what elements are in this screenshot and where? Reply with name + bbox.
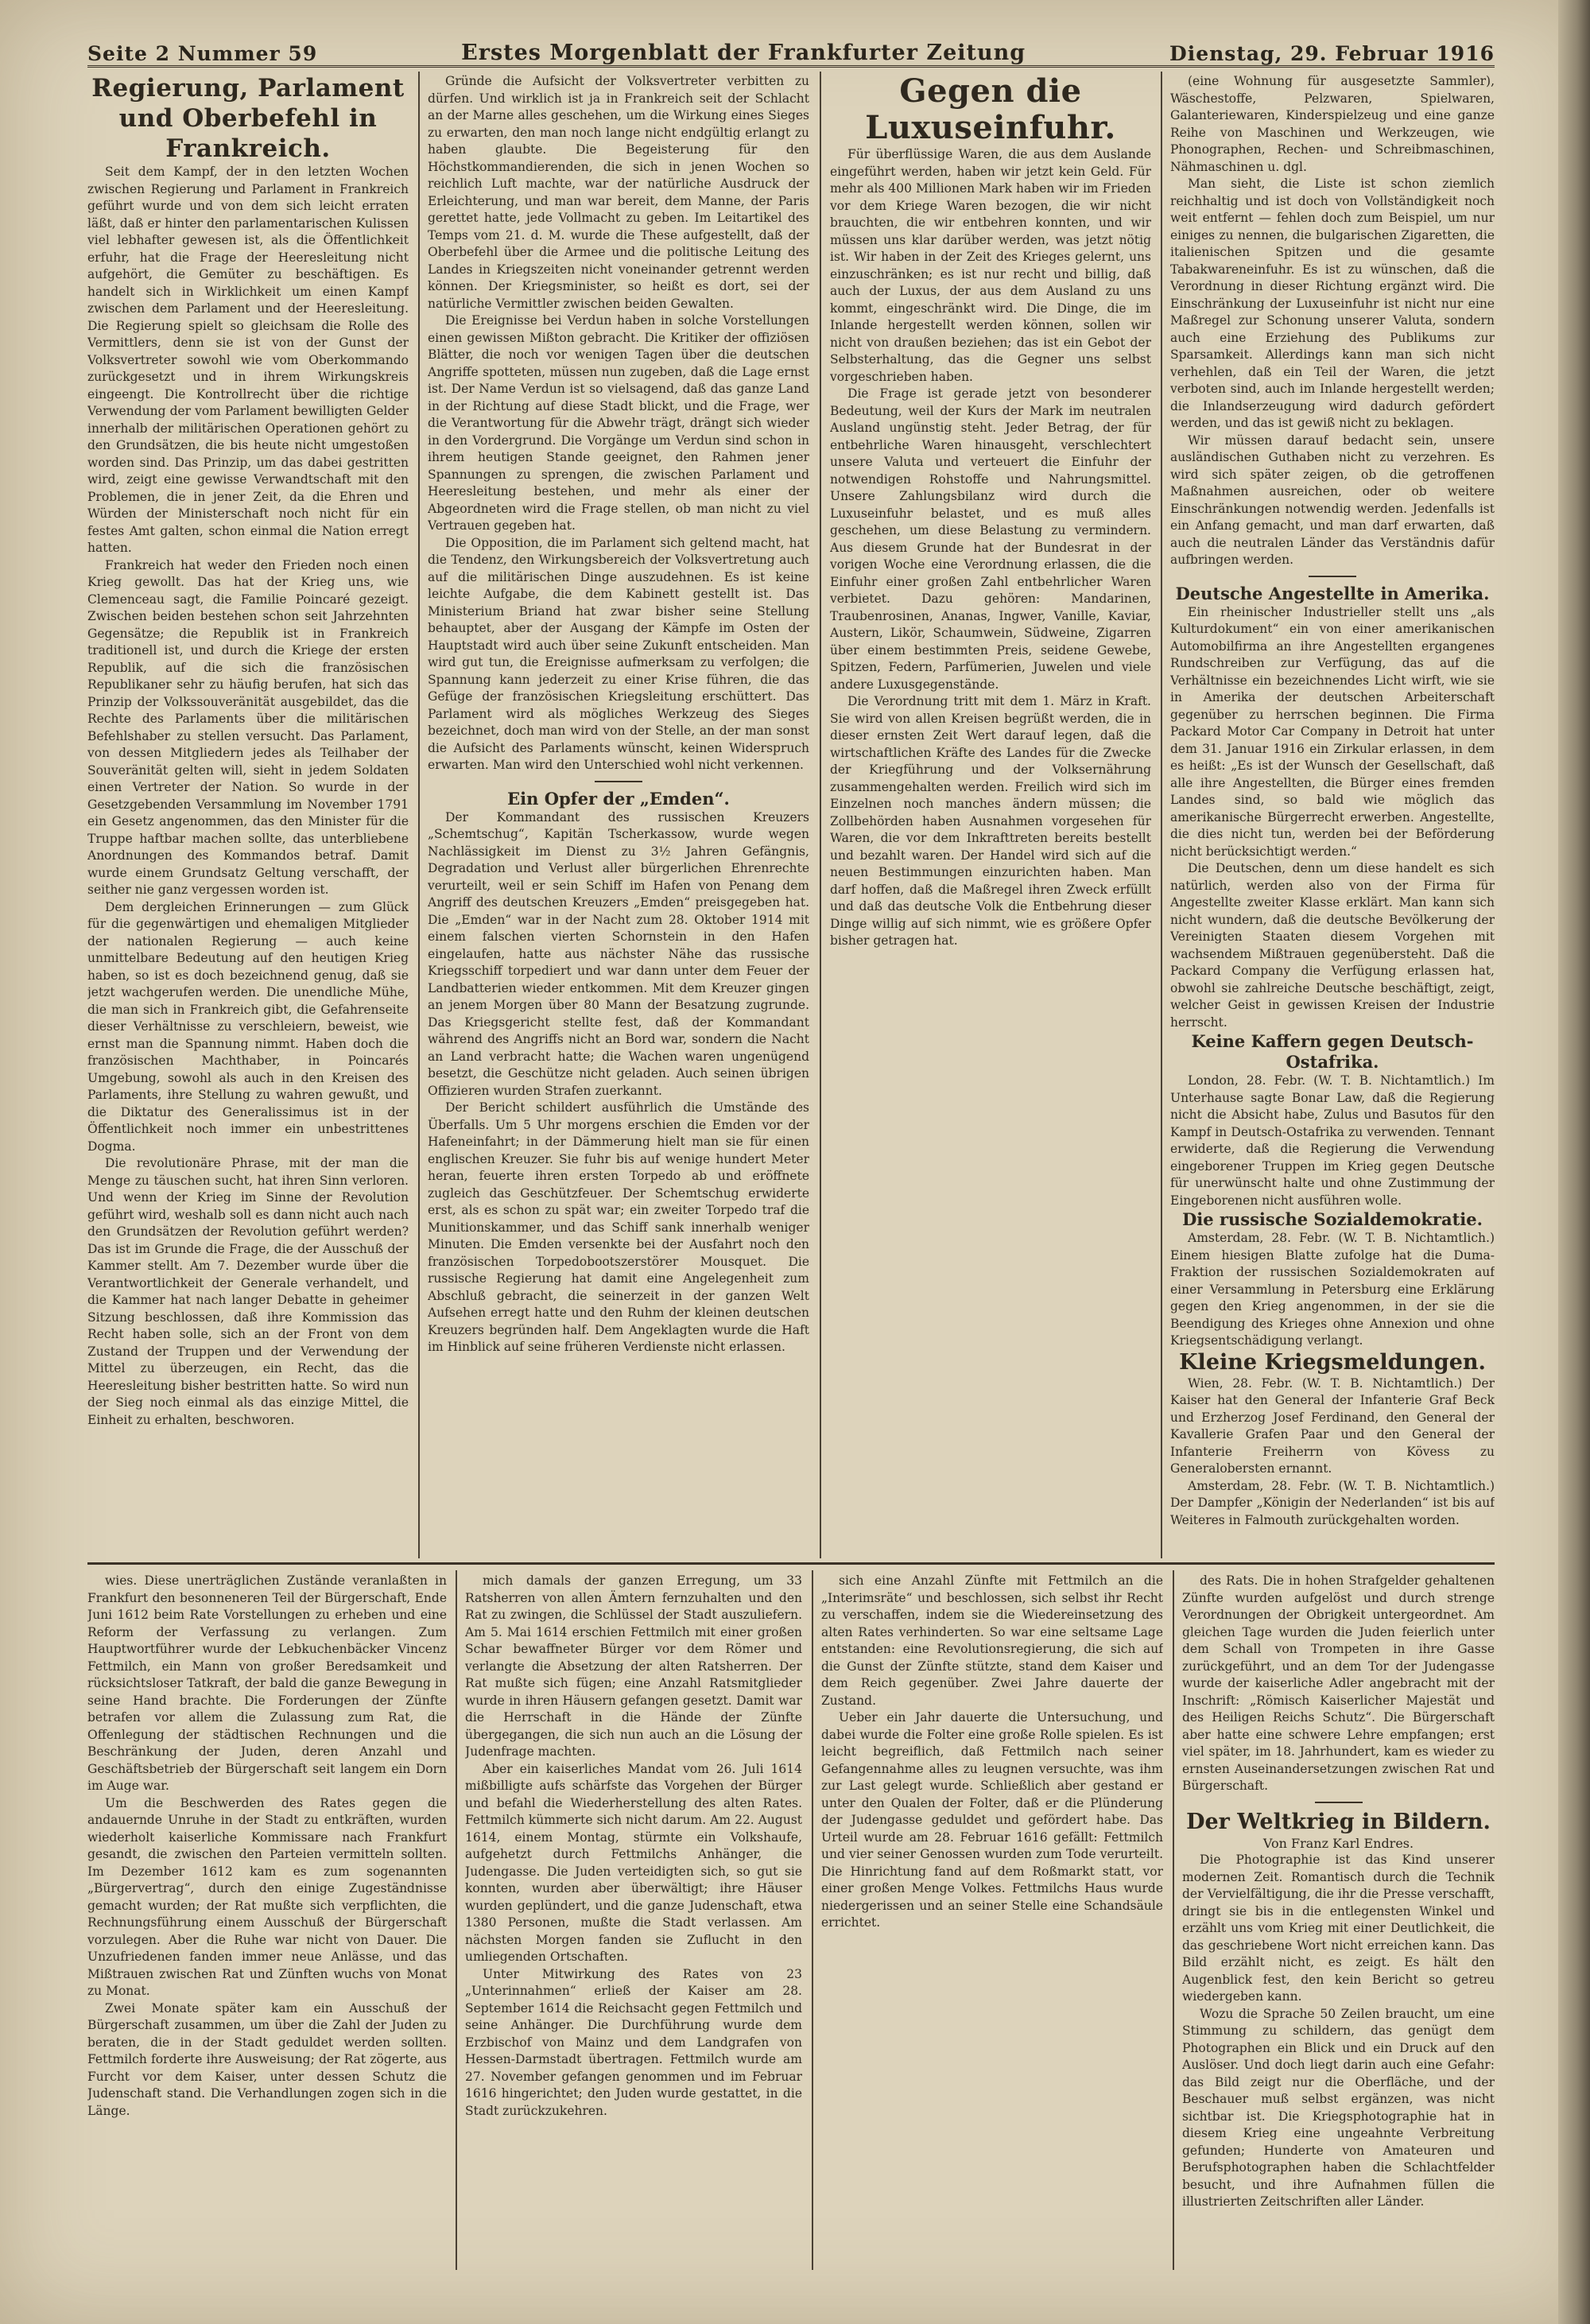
paragraph: London, 28. Febr. (W. T. B. Nichtamtlich.) Im Unterhause sagte Bonar Law, daß die Regierung nicht die Absicht habe, Zulus und Basutos für den Kampf in Deutsch-Ostafrika zu verwenden. Tennant erwiderte, daß die Regierung die Verwendung eingeborener Truppen im Krieg gegen Deutsche für unerwünscht halte und ohne Zustimmung der Eingeborenen nicht ausführen wolle. <box>1170 1073 1495 1208</box>
paragraph: Die Frage ist gerade jetzt von besonderer Bedeutung, weil der Kurs der Mark im neutralen Ausland ungünstig steht. Jeder Betrag, der für entbehrliche Waren hinausgeht, verschlechtert unsere Valuta und verteuert die Einfuhr der notwendigen Rohstoffe und Nahrungsmittel. Unsere Zahlungsbilanz wird durch die Luxuseinfuhr belastet, und es muß alles geschehen, um diese Belastung zu vermindern. Aus diesem Grunde hat der Bundesrat in der vorigen Woche eine Verordnung erlassen, die die Einfuhr einer großen Zahl entbehrlicher Waren verbietet. Dazu gehören: Mandarinen, Traubenrosinen, Ananas, Ingwer, Vanille, Kaviar, Austern, Likör, Schaumwein, Südweine, Zigarren über einem bestimmten Preis, seidene Gewebe, Spitzen, Federn, Parfümerien, Juwelen und viele andere Luxusgegenstände. <box>830 386 1151 692</box>
paragraph: Ein rheinischer Industrieller stellt uns „als Kulturdokument“ ein von einer amerikanischen Automobilfirma an ihre Angestellten ergangenes Rundschreiben zur Verfügung, das auf die Verhältnisse ein bezeichnendes Licht wirft, wie sie in Amerika der deutschen Arbeiterschaft gegenüber zu herrschen beginnen. Die Firma Packard Motor Car Company in Detroit hat unter dem 31. Januar 1916 ein Zirkular erlassen, in dem es heißt: „Es ist der Wunsch der Gesellschaft, daß alle ihre Angestellten, die Bürger eines fremden Landes sind, so bald wie möglich das amerikanische Bürgerrecht erwerben. Angestellte, die dies nicht tun, werden bei der Beförderung nicht berücksichtigt werden.“ <box>1170 604 1495 859</box>
paragraph: sich eine Anzahl Zünfte mit Fettmilch an die „Interimsräte“ und beschlossen, sich selbst ihr Recht zu verschaffen, indem sie die Wiedereinsetzung des alten Rates verhinderten. So war eine seltsame Lage entstanden: eine Revolutionsregierung, die sich auf die Gunst der Zünfte stützte, stand dem Kaiser und dem Reich gegenüber. Zwei Jahre dauerte der Zustand. <box>821 1573 1163 1708</box>
byline: Von Franz Karl Endres. <box>1262 1835 1414 1851</box>
feuilleton-column-4 <box>1182 1573 1495 2264</box>
paragraph: Wozu die Sprache 50 Zeilen braucht, um eine Stimmung zu schildern, das genügt dem Photographen ein Blick und ein Druck auf den Auslöser. Und doch liegt darin auch eine Gefahr: das Bild zeigt nur die Oberfläche, und der Beschauer muß selbst ergänzen, was nicht sichtbar ist. Die Kriegsphotographie hat in diesem Krieg eine ungeahnte Verbreitung gefunden; Hunderte von Amateuren und Berufsphotographen haben die Schlachtfelder besucht, und ihre Aufnahmen füllen die illustrierten Zeitschriften aller Länder. <box>1182 2006 1495 2209</box>
feuilleton-column-1 <box>87 1573 447 2264</box>
paragraph: Frankreich hat weder den Frieden noch einen Krieg gewollt. Das hat der Krieg uns, wie Clemenceau sagt, die Familie Poincaré gezeigt. Zwischen beiden bestehen schon seit Jahrzehnten Gegensätze; die Republik ist in Frankreich traditionell ist, und durch die Kriege der ersten Republik, auf die sich die französischen Republikaner sehr zu häufig berufen, hat sich das Prinzip der Volkssouveränität ausgebildet, das die Rechte des Parlaments über die militärischen Befehlshaber zu stellen versucht. Das Parlament, von dessen Mitgliedern jedes als Teilhaber der Souveränität gelten will, sieht in jedem Soldaten einen Vertreter der Nation. So wurde in der Gesetzgebenden Versammlung im November 1791 ein Gesetz angenommen, das den Minister für die Truppe haftbar machen sollte, das unterbliebene Anordnungen des Kommandos betraf. Damit wurde einem Grundsatz Geltung verschafft, der seither nie ganz vergessen worden ist. <box>87 557 409 897</box>
column-rule <box>1161 72 1162 1558</box>
feuilleton-column-3 <box>821 1573 1163 2264</box>
paragraph: Gründe die Aufsicht der Volksvertreter verbitten zu dürfen. Und wirklich ist ja in Frankreich seit der Schlacht an der Marne alles geschehen, um die Wirkung eines Sieges zu erwarten, den man noch lange nicht endgültig erlangt zu haben glaubte. Die Begeisterung für den Höchstkommandierenden, die sich in jenen Wochen so reichlich Luft machte, war der natürliche Ausdruck der Erleichterung, und man war bereit, dem Manne, der Paris gerettet hatte, jede Vollmacht zu geben. Im Leitartikel des Temps vom 21. d. M. wurde die These aufgestellt, daß der Oberbefehl über die Armee und die politische Leitung des Landes in Kriegszeiten nicht voneinander getrennt werden können. Der Kriegsminister, so heißt es dort, sei der natürliche Vermittler zwischen beiden Gewalten. <box>428 74 809 311</box>
paragraph: Die Ereignisse bei Verdun haben in solche Vorstellungen einen gewissen Mißton gebracht. Die Kritiker der offiziösen Blätter, die noch vor wenigen Tagen über die deutschen Angriffe spotteten, müssen nun zugeben, daß die Lage ernst ist. Der Name Verdun ist so vielsagend, daß das ganze Land in der Richtung auf diese Stadt blickt, und die Frage, wer die Verantwortung für die Abwehr trägt, drängt sich wieder in den Vordergrund. Die Vorgänge um Verdun sind schon in ihrem heutigen Stande geeignet, den Rahmen jener Spannungen zu sprengen, die zwischen Parlament und Heeresleitung bestehen, und mehr als einer der Abgeordneten wird die Frage stellen, ob man nicht zu viel Vertrauen gegeben hat. <box>428 313 809 533</box>
paragraph: Wir müssen darauf bedacht sein, unsere ausländischen Guthaben nicht zu verzehren. Es wird sich später zeigen, ob die getroffenen Maßnahmen ausreichen, oder ob weitere Einschränkungen notwendig werden. Jedenfalls ist ein Anfang gemacht, und man darf erwarten, daß auch die neutralen Länder das Verständnis dafür aufbringen werden. <box>1170 433 1495 567</box>
paragraph: Amsterdam, 28. Febr. (W. T. B. Nichtamtlich.) Der Dampfer „Königin der Nederlanden“ ist bis auf Weiteres in Falmouth zurückgehalten worden. <box>1170 1478 1495 1527</box>
paragraph: Um die Beschwerden des Rates gegen die andauernde Unruhe in der Stadt zu entkräften, wurden wiederholt kaiserliche Kommissare nach Frankfurt gesandt, die zwischen den Parteien vermitteln sollten. Im Dezember 1612 kam es zum sogenannten „Bürgervertrag“, durch den einige Zugeständnisse gemacht wurden; der Rat mußte sich verpflichten, die Rechnungsführung einem Ausschuß der Bürgerschaft vorzulegen. Aber die Ruhe war nicht von Dauer. Die Unzufriedenen fanden immer neue Anlässe, und das Mißtrauen zwischen Rat und Zünften wuchs von Monat zu Monat. <box>87 1795 447 1998</box>
paragraph: Man sieht, die Liste ist schon ziemlich reichhaltig und ist doch von Vollständigkeit noch weit entfernt — fehlen doch zum Beispiel, um nur einiges zu nennen, die bulgarischen Zigaretten, die italienischen Spitzen und die gesamte Tabakwareneinfuhr. Es ist zu wünschen, daß die Verordnung in dieser Richtung ergänzt wird. Die Einschränkung der Luxuseinfuhr ist nicht nur eine Maßregel zur Schonung unserer Valuta, sondern auch eine Erziehung des Publikums zur Sparsamkeit. Allerdings kann man sich nicht verhehlen, daß ein Teil der Waren, die jetzt verboten sind, auch im Inlande hergestellt werden; die Inlandserzeugung wird dadurch gefördert werden, und das ist gewiß nicht zu beklagen. <box>1170 177 1495 430</box>
column-1 <box>87 73 409 1556</box>
headline-kaffern: Keine Kaffern gegen Deutsch-Ostafrika. <box>1191 1031 1474 1072</box>
divider <box>595 781 642 782</box>
headline-angestellte: Deutsche Angestellte in Amerika. <box>1175 583 1490 603</box>
section-rule <box>87 1562 1495 1565</box>
paragraph: Die revolutionäre Phrase, mit der man die Menge zu täuschen sucht, hat ihren Sinn verloren. Und wenn der Krieg im Sinne der Revolution geführt wird, weshalb soll es dann nicht auch nach den Grundsätzen der Revolution geführt werden? Das ist im Grunde die Frage, die der Ausschuß der Kammer stellt. Am 7. Dezember wurde über die Verantwortlichkeit der Generale verhandelt, und die Kammer hat nach langer Debatte in geheimer Sitzung beschlossen, daß ihre Kommission das Recht haben solle, sich an der Front von dem Zustand der Truppen und der Verwendung der Mittel zu überzeugen, ein Recht, das die Heeresleitung bisher bestritten hatte. So wird nun der Sieg noch einmal als das einzige Mittel, die Einheit zu erhalten, beschworen. <box>87 1156 409 1427</box>
feuilleton-column-2 <box>465 1573 802 2264</box>
column-4 <box>1170 73 1495 1556</box>
column-2 <box>428 73 809 1556</box>
page-binding-edge <box>1558 0 1590 2324</box>
column-rule <box>418 72 420 1558</box>
headline-luxuseinfuhr: Gegen die Luxuseinfuhr. <box>865 73 1116 146</box>
headline-regierung: Regierung, Parlament und Oberbefehl in Frankreich. <box>91 74 405 163</box>
headline-sozialdemokratie: Die russische Sozialdemokratie. <box>1182 1209 1483 1229</box>
paragraph: Der Kommandant des russischen Kreuzers „Schemtschug“, Kapitän Tscherkassow, wurde wegen Nachlässigkeit im Dienst zu 3½ Jahren Gefängnis, Degradation und Verlust aller bürgerlichen Ehrenrechte verurteilt, weil er sein Schiff im Hafen von Penang dem Angriff des deutschen Kreuzers „Emden“ preisgegeben hat. Die „Emden“ war in der Nacht zum 28. Oktober 1914 mit einem falschen vierten Schornstein in den Hafen eingelaufen, hatte aus nächster Nähe das russische Kriegsschiff torpediert und war dann unter dem Feuer der Landbatterien wieder entkommen. Mit dem Kreuzer gingen an jenem Morgen über 80 Mann der Besatzung zugrunde. Das Kriegsgericht stellte fest, daß der Kommandant während des Angriffs nicht an Bord war, sondern die Nacht an Land verbracht hatte; die Wachen waren ungenügend besetzt, die Geschütze nicht geladen. Auch seinen übrigen Offizieren wurden Strafen zuerkannt. <box>428 809 809 1098</box>
page-header <box>87 38 1495 68</box>
column-rule <box>456 1570 457 2270</box>
column-rule <box>1173 1570 1174 2270</box>
paragraph: des Rats. Die in hohen Strafgelder gehaltenen Zünfte wurden aufgelöst und durch strenge Verordnungen der Obrigkeit untergeordnet. Am gleichen Tage wurden die Juden feierlich unter dem Schall von Trompeten in ihre Gasse zurückgeführt, und an dem Tor der Judengasse wurde der kaiserliche Adler angebracht mit der Inschrift: „Römisch Kaiserlicher Majestät und des Heiligen Reichs Schutz“. Die Bürgerschaft aber hatte eine schwere Lehre empfangen; erst viel später, im 18. Jahrhundert, kam es wieder zu ernsten Auseinandersetzungen zwischen Rat und Bürgerschaft. <box>1182 1573 1495 1793</box>
page-number: Seite 2 Nummer 59 <box>87 42 318 65</box>
headline-weltkrieg: Der Weltkrieg in Bildern. <box>1186 1809 1491 1834</box>
paragraph: Die Opposition, die im Parlament sich geltend macht, hat die Tendenz, den Wirkungsbereich der Volksvertretung auch auf die militärischen Dinge auszudehnen. Es ist keine leichte Aufgabe, die dem Kabinett gestellt ist. Das Ministerium Briand hat zwar bisher seine Stellung behauptet, aber der Ausgang der Kämpfe im Osten der Hauptstadt wird auch über seine Zukunft entscheiden. Man wird gut tun, die Ereignisse aufmerksam zu verfolgen; die Spannung kann jederzeit zu einer Krise führen, die das Gefüge der französischen Kriegsleitung erschüttert. Das Parlament wird als mögliches Werkzeug des Sieges bezeichnet, doch man wird von der Stelle, an der man sonst die Aufsicht des Parlaments wünscht, keinen Widerspruch erwarten. Man wird den Unterschied wohl nicht verkennen. <box>428 535 809 772</box>
paragraph: Wien, 28. Febr. (W. T. B. Nichtamtlich.) Der Kaiser hat den General der Infanterie Graf Beck und Erzherzog Josef Ferdinand, den General der Kavallerie Grafen Paar und den General der Infanterie Freiherrn von Kövess zu Generalobersten ernannt. <box>1170 1375 1495 1476</box>
column-3 <box>830 73 1151 1556</box>
paragraph: Der Bericht schildert ausführlich die Umstände des Überfalls. Um 5 Uhr morgens erschien die Emden vor der Hafeneinfahrt; in der Dämmerung hielt man sie für einen englischen Kreuzer. Sie fuhr bis auf wenige hundert Meter heran, feuerte ihren ersten Torpedo ab und eröffnete zugleich das Geschützfeuer. Der Schemtschug erwiderte erst, als es schon zu spät war; ein zweiter Torpedo traf die Munitionskammer, und das Schiff sank innerhalb weniger Minuten. Die Emden versenkte bei der Ausfahrt noch den französischen Torpedobootszerstörer Mousquet. Die russische Regierung hat damit eine Angelegenheit zum Abschluß gebracht, die seinerzeit in der ganzen Welt Aufsehen erregt hatte und den Ruhm der kleinen deutschen Kreuzers begründen half. Dem Angeklagten wurde die Haft im Hinblick auf seine früheren Verdienste nicht erlassen. <box>428 1100 809 1354</box>
paragraph: Für überflüssige Waren, die aus dem Auslande eingeführt werden, haben wir jetzt kein Geld. Für mehr als 400 Millionen Mark haben wir im Frieden vor dem Kriege Waren bezogen, die wir nicht brauchten, die wir entbehren konnten, und wir müssen uns klar darüber werden, was jetzt nötig ist. Wir haben in der Zeit des Krieges gelernt, uns einzuschränken; es ist nur recht und billig, daß auch der Luxus, der aus dem Ausland zu uns kommt, eingeschränkt wird. Die Dinge, die im Inlande hergestellt werden können, sollen wir nicht von draußen beziehen; das ist ein Gebot der Selbsterhaltung, das die Gegner uns selbst vorgeschrieben haben. <box>830 147 1151 384</box>
paragraph: wies. Diese unerträglichen Zustände veranlaßten in Frankfurt den besonneneren Teil der Bürgerschaft, Ende Juni 1612 beim Rate Vorstellungen zu erheben und eine Reform der Verfassung zu verlangen. Zum Hauptwortführer wurde der Lebkuchenbäcker Vincenz Fettmilch, ein Mann von großer Beredsamkeit und rücksichtsloser Tatkraft, der bald die ganze Bewegung in seine Hand brachte. Die Forderungen der Zünfte betrafen vor allem die Zulassung zum Rat, die Offenlegung der städtischen Rechnungen und die Beschränkung der Juden, deren Anzahl und Geschäftsbetrieb der Bürgerschaft seit langem ein Dorn im Auge war. <box>87 1573 447 1793</box>
headline-kriegsmeldungen: Kleine Kriegsmeldungen. <box>1179 1349 1486 1375</box>
divider <box>1309 576 1356 577</box>
paragraph: Die Deutschen, denn um diese handelt es sich natürlich, werden also von der Firma für Angestellte zweiter Klasse erklärt. Man kann sich nicht wundern, daß die deutsche Bevölkerung der Vereinigten Staaten diesem Vorgehen mit wachsendem Mißtrauen gegenübersteht. Daß die Packard Company die Verfügung erlassen hat, obwohl sie zahlreiche Deutsche beschäftigt, zeigt, welcher Geist in gewissen Kreisen der Industrie herrscht. <box>1170 861 1495 1030</box>
headline-emden: Ein Opfer der „Emden“. <box>507 788 730 809</box>
column-rule <box>820 72 821 1558</box>
paragraph: Ueber ein Jahr dauerte die Untersuchung, und dabei wurde die Folter eine große Rolle spielen. Es ist leicht begreiflich, daß Fettmilch nach seiner Gefangennahme alles zu leugnen versuchte, was ihm zur Last gelegt wurde. Schließlich aber gestand er unter den Qualen der Folter, daß er die Plünderung der Judengasse geduldet und gefördert habe. Das Urteil wurde am 28. Februar 1616 gefällt: Fettmilch und vier seiner Genossen wurden zum Tode verurteilt. Die Hinrichtung fand auf dem Roßmarkt statt, vor einer großen Menge Volkes. Fettmilchs Haus wurde niedergerissen und an seiner Stelle eine Schandsäule errichtet. <box>821 1710 1163 1930</box>
paragraph: Die Verordnung tritt mit dem 1. März in Kraft. Sie wird von allen Kreisen begrüßt werden, die in dieser ernsten Zeit Wert darauf legen, daß die wirtschaftlichen Kräfte des Landes für die Zwecke der Kriegführung und der Volksernährung zusammengehalten werden. Freilich wird sich im Einzelnen noch manches ändern müssen; die Zollbehörden haben Ausnahmen vorgesehen für Waren, die vor dem Inkrafttreten bereits bestellt und bezahlt waren. Der Handel wird sich auf die neuen Bestimmungen einzurichten haben. Man darf hoffen, daß die Maßregel ihren Zweck erfüllt und daß das deutsche Volk die Entbehrung dieser Dinge willig auf sich nimmt, wie es größere Opfer bisher getragen hat. <box>830 694 1151 948</box>
paragraph: Unter Mitwirkung des Rates von 23 „Unterinnahmen“ erließ der Kaiser am 28. September 1614 die Reichsacht gegen Fettmilch und seine Anhänger. Die Durchführung wurde dem Erzbischof von Mainz und dem Landgrafen von Hessen-Darmstadt übertragen. Fettmilch wurde am 27. November gefangen genommen und im Februar 1616 hingerichtet; den Juden wurde gestattet, in die Stadt zurückzukehren. <box>465 1966 802 2118</box>
issue-date: Dienstag, 29. Februar 1916 <box>1169 42 1495 65</box>
column-rule <box>812 1570 813 2270</box>
masthead: Erstes Morgenblatt der Frankfurter Zeitung <box>461 41 1026 65</box>
paragraph: Zwei Monate später kam ein Ausschuß der Bürgerschaft zusammen, um über die Zahl der Juden zu beraten, die in der Stadt geduldet werden sollten. Fettmilch forderte ihre Ausweisung; der Rat zögerte, aus Furcht vor dem Kaiser, unter dessen Schutz die Judenschaft stand. Die Verhandlungen zogen sich in die Länge. <box>87 2000 447 2118</box>
paragraph: Seit dem Kampf, der in den letzten Wochen zwischen Regierung und Parlament in Frankreich geführt wurde und von dem sich leicht erraten läßt, daß er hinter den parlamentarischen Kulissen viel lebhafter gewesen ist, als die Öffentlichkeit erfuhr, hat die Frage der Heeresleitung nicht aufgehört, die Gemüter zu beschäftigen. Es handelt sich in Wirklichkeit um einen Kampf zwischen dem Parlament und der Heeresleitung. Die Regierung spielt so gleichsam die Rolle des Vermittlers, denn sie ist von der Gunst der Volksvertreter sowohl wie vom Oberkommando zurückgesetzt und in ihrem Wirkungskreis eingeengt. Die Kontrollrecht über die richtige Verwendung der vom Parlament bewilligten Gelder innerhalb der militärischen Operationen gehört zu den Grundsätzen, die bis heute nicht umgestoßen worden sind. Das Prinzip, um das dabei gestritten wird, zeigt eine gewisse Verwandtschaft mit den Problemen, die in jener Zeit, da die Ehren und Würden der Ministerschaft noch nicht für ein festes Amt galten, schon einmal die Nation erregt hatten. <box>87 165 409 555</box>
paragraph: Die Photographie ist das Kind unserer modernen Zeit. Romantisch durch die Technik der Vervielfältigung, die ihr die Presse verschafft, dringt sie bis in die entlegensten Winkel und erzählt uns vom Krieg mit einer Deutlichkeit, die das geschriebene Wort nicht erreichen kann. Das Bild erzählt nicht, es zeigt. Es hält den Augenblick fest, den kein Bericht so getreu wiedergeben kann. <box>1182 1853 1495 2004</box>
paragraph: mich damals der ganzen Erregung, um 33 Ratsherren von allen Ämtern fernzuhalten und den Rat zu zwingen, die Schlüssel der Stadt auszuliefern. Am 5. Mai 1614 erschien Fettmilch mit einer großen Schar bewaffneter Bürger vor dem Römer und verlangte die Absetzung der alten Ratsherren. Der Rat mußte sich fügen; eine Anzahl Ratsmitglieder wurde in ihren Häusern gefangen gesetzt. Damit war die Herrschaft in die Hände der Zünfte übergegangen, die sich nun auch an die Lösung der Judenfrage machten. <box>465 1573 802 1759</box>
divider <box>1315 1802 1363 1803</box>
paragraph: Aber ein kaiserliches Mandat vom 26. Juli 1614 mißbilligte aufs schärfste das Vorgehen der Bürger und befahl die Wiederherstellung des alten Rates. Fettmilch kümmerte sich nicht darum. Am 22. August 1614, einem Montag, stürmte ein Volkshaufe, aufgehetzt durch Fettmilchs Anhänger, die Judengasse. Die Juden verteidigten sich, so gut sie konnten, wurden aber überwältigt; ihre Häuser wurden geplündert, und die ganze Judenschaft, etwa 1380 Personen, mußte die Stadt verlassen. Am nächsten Morgen fanden sie Zuflucht in den umliegenden Ortschaften. <box>465 1761 802 1964</box>
paragraph: Amsterdam, 28. Febr. (W. T. B. Nichtamtlich.) Einem hiesigen Blatte zufolge hat die Duma-Fraktion der russischen Sozialdemokraten auf einer Versammlung in Petersburg eine Erklärung gegen den Krieg angenommen, in der sie die Beendigung des Krieges ohne Annexion und ohne Kriegsentschädigung verlangt. <box>1170 1231 1495 1348</box>
paragraph: Dem dergleichen Erinnerungen — zum Glück für die gegenwärtigen und ehemaligen Mitglieder der nationalen Regierung — auch keine unmittelbare Bedeutung auf den heutigen Krieg haben, so ist es doch bezeichnend genug, daß sie jetzt wachgerufen werden. Die unendliche Mühe, die man sich in Frankreich gibt, die Gefahrenseite dieser Verhältnisse zu verschleiern, beweist, wie ernst man die Spannung nimmt. Haben doch die französischen Machthaber, in Poincarés Umgebung, sowohl als auch in den Kreisen des Parlaments, ihre Stellung zu wahren gewußt, und die Diktatur des Generalissimus ist in der Öffentlichkeit noch immer ein unbestrittenes Dogma. <box>87 899 409 1154</box>
paragraph: (eine Wohnung für ausgesetzte Sammler), Wäschestoffe, Pelzwaren, Spielwaren, Galanteriewaren, Kinderspielzeug und eine ganze Reihe von Maschinen und Werkzeugen, wie Phonographen, Rechen- und Schreibmaschinen, Nähmaschinen u. dgl. <box>1170 74 1495 174</box>
